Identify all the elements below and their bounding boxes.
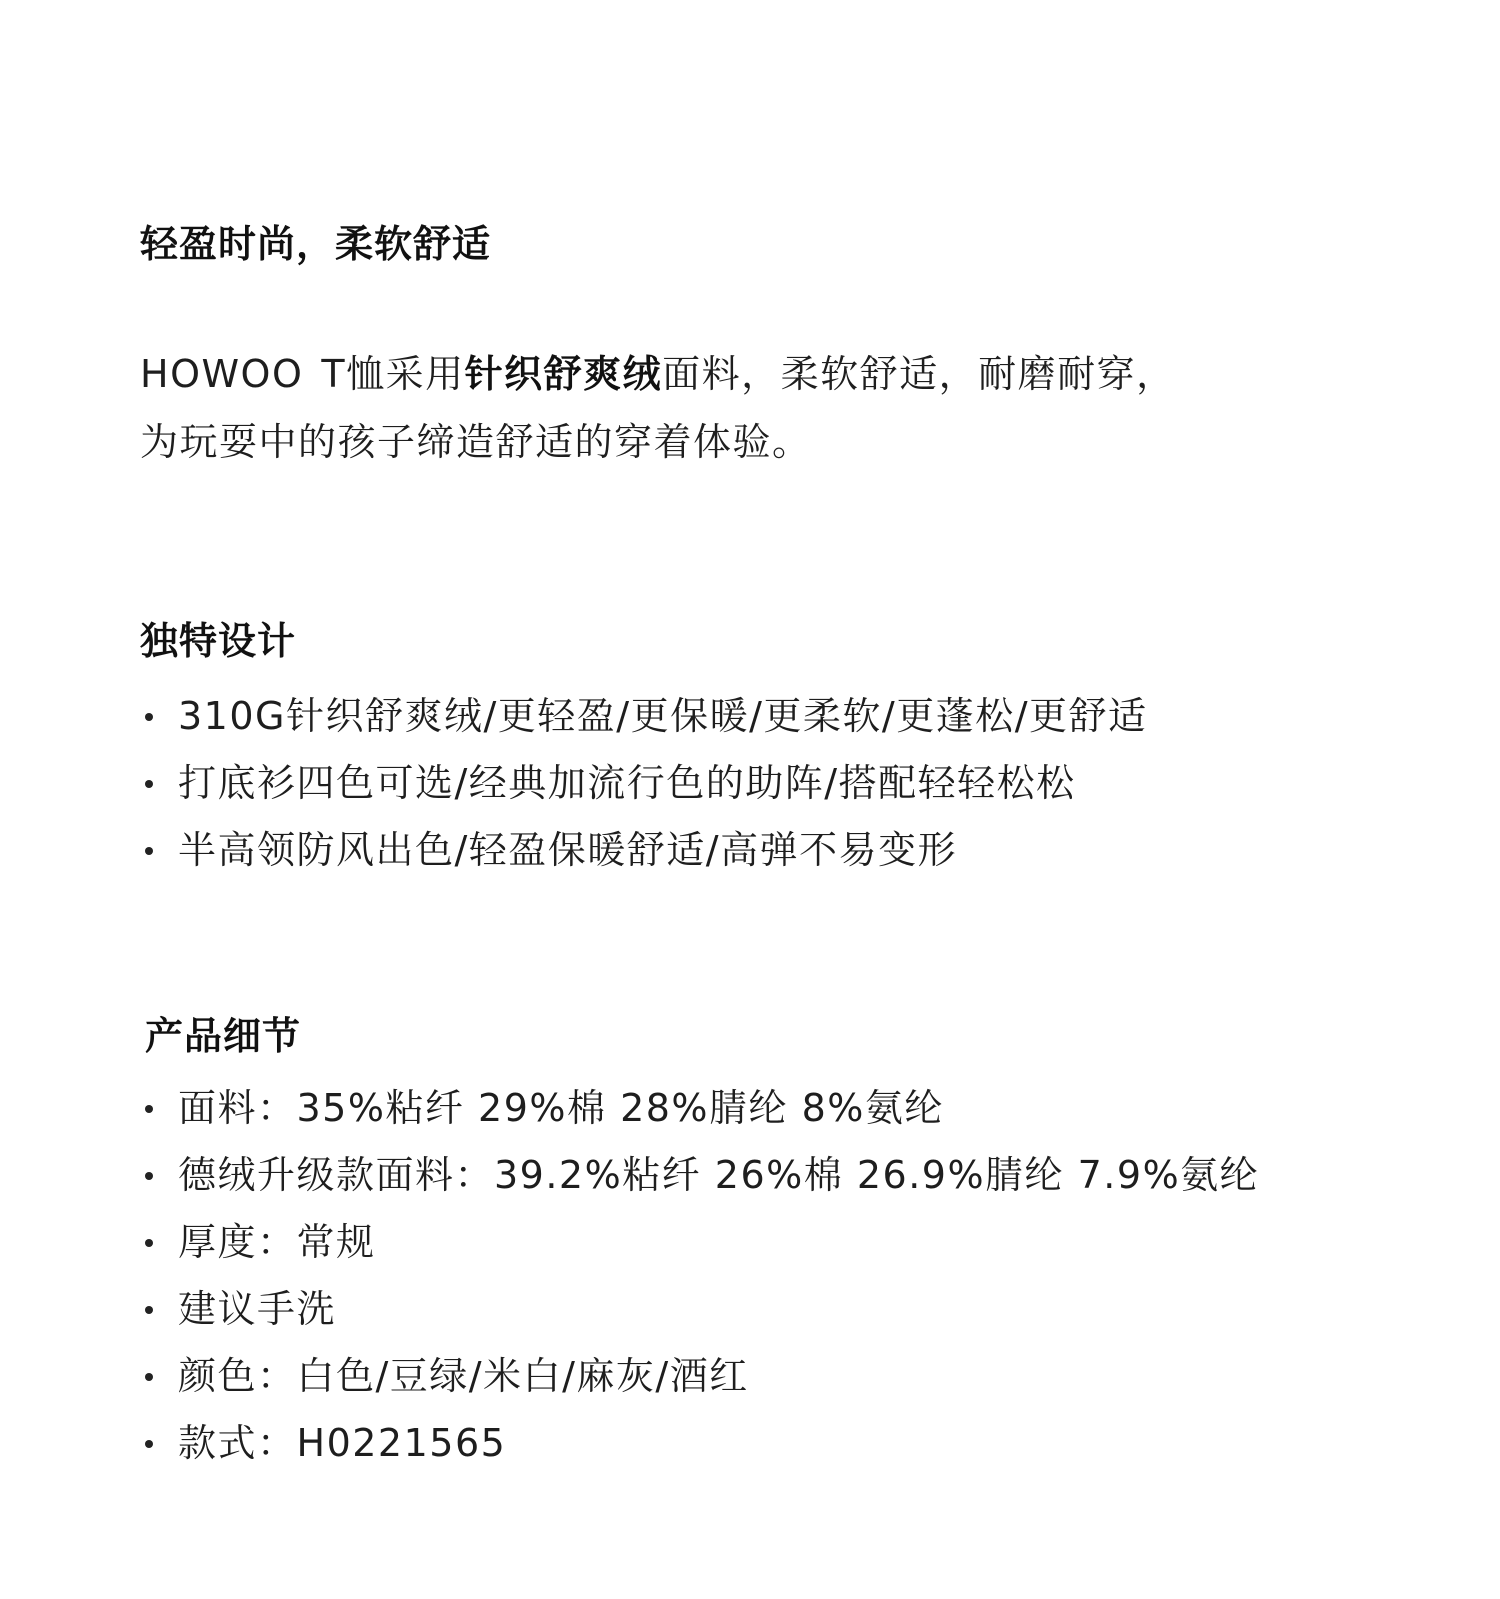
details-section-title: 产品细节 <box>145 1014 302 1058</box>
intro-line-2: 为玩耍中的孩子缔造舒适的穿着体验。 <box>140 420 812 464</box>
list-item-text: 德绒升级款面料：39.2%粘纤 26%棉 26.9%腈纶 7.9%氨纶 <box>178 1153 1260 1197</box>
brand-name: HOWOO <box>140 352 304 396</box>
bullet-icon <box>145 713 153 721</box>
bullet-icon <box>145 1105 153 1113</box>
bullet-icon <box>145 1172 153 1180</box>
list-item-text: 半高领防风出色/轻盈保暖舒适/高弹不易变形 <box>178 828 958 872</box>
intro-line-1 <box>140 340 1176 408</box>
intro-line-1-suffix: 面料，柔软舒适，耐磨耐穿， <box>662 352 1176 396</box>
bullet-icon <box>145 1440 153 1448</box>
bullet-icon <box>145 1239 153 1247</box>
list-item-text: 厚度：常规 <box>178 1220 376 1264</box>
intro-line-1-text: T恤采用 <box>321 352 465 396</box>
list-item-text: 打底衫四色可选/经典加流行色的助阵/搭配轻轻松松 <box>178 761 1076 805</box>
list-item-text: 款式：H0221565 <box>178 1421 507 1465</box>
list-item-text: 建议手洗 <box>178 1287 337 1331</box>
bullet-icon <box>145 1306 153 1314</box>
list-item-text: 310G针织舒爽绒/更轻盈/更保暖/更柔软/更蓬松/更舒适 <box>178 694 1148 738</box>
bullet-icon <box>145 780 153 788</box>
design-section-title: 独特设计 <box>140 619 297 663</box>
comfort-intro-paragraph <box>140 340 1176 476</box>
bullet-icon <box>145 847 153 855</box>
list-item-text: 面料：35%粘纤 29%棉 28%腈纶 8%氨纶 <box>178 1086 944 1130</box>
comfort-section-title: 轻盈时尚，柔软舒适 <box>140 222 492 266</box>
bullet-icon <box>145 1373 153 1381</box>
list-item-text: 颜色：白色/豆绿/米白/麻灰/酒红 <box>178 1354 749 1398</box>
fabric-name-highlight: 针织舒爽绒 <box>464 352 663 396</box>
